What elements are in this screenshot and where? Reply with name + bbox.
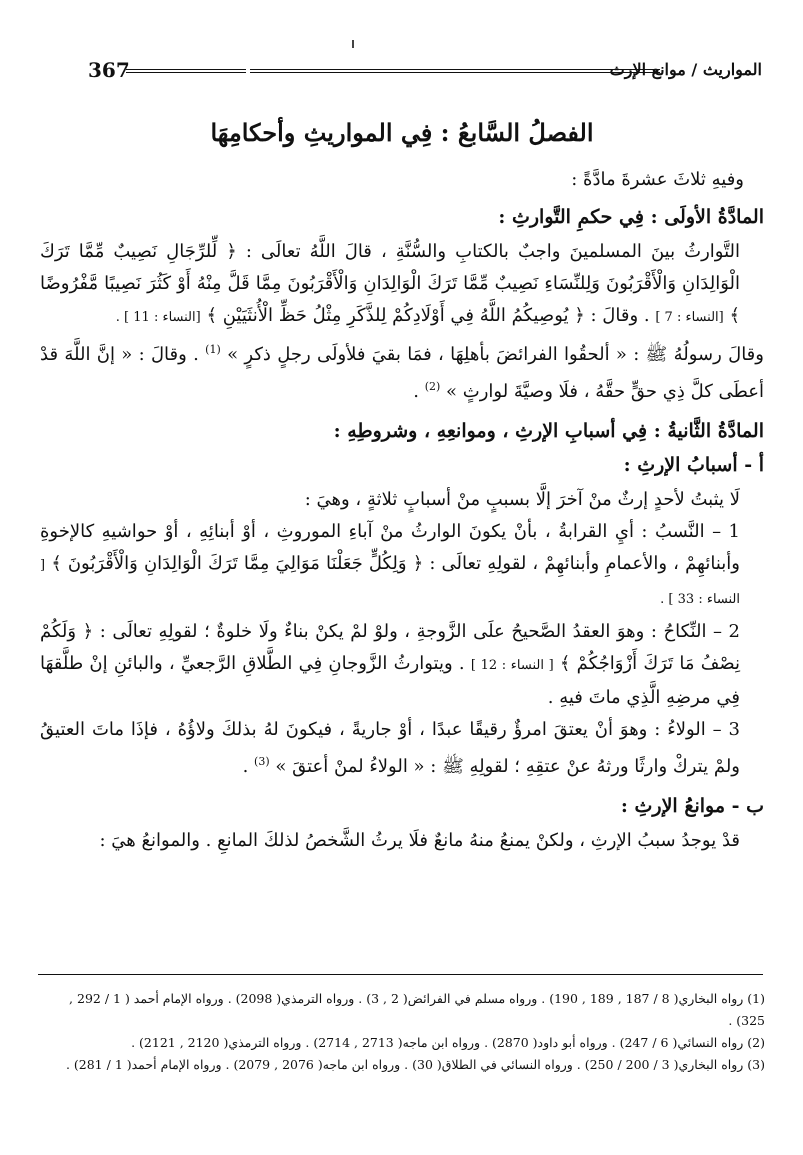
footnote-rule [38,974,763,975]
footnote-3: (3) رواه البخاري( 3 / 200 / 250) . ورواه النسائي في الطلاق( 30) . ورواه ابن ماجه( 2076 , 2079) . ورواه الإمام أحمد( 1 / 281) . [65,1057,765,1072]
article1-text1b: . وقالَ : ﴿ يُوصِيكُمُ اللَّهُ فِي أَوْلَادِكُمْ لِلذَّكَرِ مِثْلُ حَظِّ الْأُنثَيَيْنِ ﴾ [206,305,650,326]
article1-text2: وقالَ رسولُهُ ﷺ : « ألحقُوا الفرائضَ بأهلِهَا ، فمَا بقيَ فلأولَى رجلٍ ذكرٍ » [227,344,764,365]
chapter-intro: وفيهِ ثلاثَ عشرةَ مادَّةً : [571,169,744,190]
article1-ref1: [النساء : 7 ] [655,310,724,325]
header-rule-left [126,69,246,73]
article1-text2c: . [413,381,419,402]
cause-2-text: 2 – النِّكاحُ : وهوَ العقدُ الصَّحيحُ علَى الزَّوجةِ ، ولوْ لمْ يكنْ بناءٌ ولَا خلوةٌ ؛ لقولِهِ تعالَى : ﴿ وَلَكُمْ نِصْفُ مَا تَرَكَ أَزْوَاجُكُمْ ﴾ [40,621,740,674]
chapter-title: الفصلُ السَّابعُ : فِي المواريثِ وأحكامِهَا [210,118,594,147]
cause-2-text-b: . ويتوارثُ الزَّوجانِ فِي الطَّلاقِ الرَّجعيِّ ، والبائنِ إنْ طلَّقهَا فِي مرضِهِ الَّذِي ماتَ فيهِ . [40,653,740,708]
impediments-intro: قدْ يوجدُ سببُ الإرثِ ، ولكنْ يمنعُ منهُ مانعٌ فلَا يرثُ الشَّخصُ لذلكَ المانعِ . والموانعُ هيَ : [99,830,740,851]
cause-3 [40,714,764,783]
article1-ref2: [النساء : 11 ] . [115,310,201,325]
article2-heading: المادَّةُ الثَّانيةُ : فِي أسبابِ الإرثِ ، وموانعِهِ ، وشروطِهِ : [333,420,764,442]
footnote-2: (2) رواه النسائي( 6 / 247) . ورواه أبو داود( 2870) . ورواه ابن ماجه( 2713 , 2714) . ورواه الترمذي( 2120 , 2121) . [131,1035,765,1050]
footnote-ref-3: (3) [254,755,270,768]
article1-paragraph1 [40,236,764,334]
article1-heading: المادَّةُ الأولَى : فِي حكمِ التَّوارثِ : [498,206,764,228]
cause-1-ref: [ النساء : 33 ] . [40,558,740,607]
cause-1 [40,516,764,616]
article1-text2b: . وقالَ : « إنَّ اللَّهَ قدْ أعطَى كلَّ ذِي حقٍّ حقَّهُ ، فلَا وصيَّةَ لوارثٍ » [40,344,764,402]
cause-3-text: 3 – الولاءُ : وهوَ أنْ يعتقَ امرؤٌ رقيقًا عبدًا ، أوْ جاريةً ، فيكونَ لهُ بذلكَ ولاؤُهُ ، فإذَا ماتَ العتيقُ ولمْ يتركْ وارثًا ورثهُ عنْ عتقِهِ ؛ لقولِهِ ﷺ : « الولاءُ لمنْ أعتقَ » [40,719,740,777]
footnote-ref-1: (1) [205,343,221,356]
subsection-b-heading: ب - موانعُ الإرثِ : [620,795,764,817]
article1-text1: التَّوارثُ بينَ المسلمينَ واجبٌ بالكتابِ والسُّنَّةِ ، قالَ اللَّهُ تعالَى : ﴿ لِّلرِّجَالِ نَصِيبٌ مِّمَّا تَرَكَ الْوَالِدَانِ وَالْأَقْرَبُونَ وَلِلنِّسَاءِ نَصِيبٌ مِّمَّا تَرَكَ الْوَالِدَانِ وَالْأَقْرَبُونَ مِمَّا قَلَّ مِنْهُ أَوْ كَثُرَ نَصِيبًا مَّفْرُوضًا ﴾ [40,241,740,326]
header-rule-right [250,69,660,73]
footnote-ref-2: (2) [424,380,441,393]
cause-2 [40,616,764,714]
footnotes [40,988,765,1076]
running-title: المواريث / موانع الإرث [609,60,762,79]
cause-2-ref: [ النساء : 12 ] [470,658,554,673]
article1-paragraph2 [40,334,764,408]
page-header [78,52,762,86]
scan-mark [352,40,354,48]
cause-1-text: 1 – النَّسبُ : أيِ القرابةُ ، بأنْ يكونَ الوارثُ منْ آباءِ الموروثِ ، أوْ أبنائِهِ ، أوْ حواشيهِ كالإخوةِ وأبنائهِمْ ، والأعمامِ وأبنائهِمْ ، لقولِهِ تعالَى : ﴿ وَلِكُلٍّ جَعَلْنَا مَوَالِيَ مِمَّا تَرَكَ الْوَالِدَانِ وَالْأَقْرَبُونَ ﴾ [40,521,740,574]
subsection-a-heading: أ - أسبابُ الإرثِ : [623,454,764,476]
page-content [40,108,764,857]
footnote-1: (1) رواه البخاري( 8 / 187 , 189 , 190) . ورواه مسلم في الفرائض( 2 , 3) . ورواه الترمذي( 2098) . ورواه الإمام أحمد ( 1 / 292 , 325) . [69,991,765,1028]
cause-3-text-b: . [242,756,249,777]
page-number: 367 [88,58,130,82]
causes-intro: لَا يثبتُ لأحدٍ إرثٌ منْ آخرَ إلَّا بسببٍ منْ أسبابٍ ثلاثةٍ ، وهيَ : [304,489,740,510]
